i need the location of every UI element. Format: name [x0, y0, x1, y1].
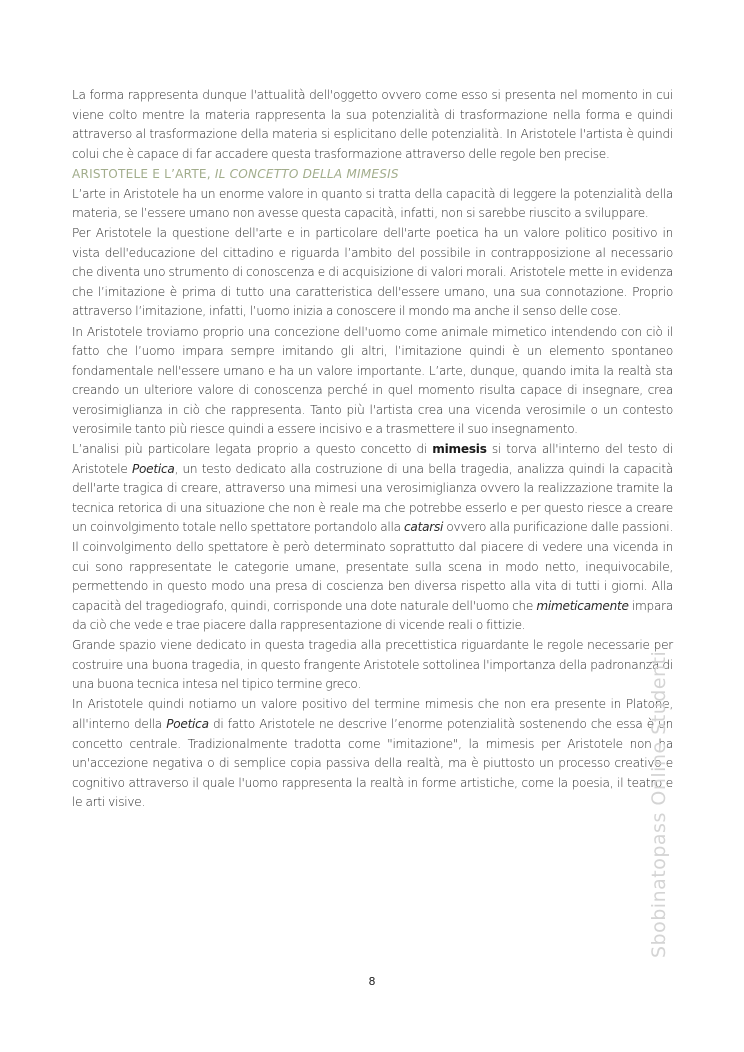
- poetica-title-2: Poetica: [166, 716, 209, 731]
- paragraph-precettistica: Grande spazio viene dedicato in questa tragedia alla precettistica riguardante le regole necessarie per costruire una buona tragedia, in questo frangente Aristotele sottolinea l'importanza della padronanza di una buona tecnica intesa nel tipico termine greco.: [72, 638, 673, 692]
- text-run: ovvero alla purificazione dalle passioni. Il coinvolgimento dello spettatore è però determinato soprattutto dal piacere di vedere una vicenda in cui sono rappresentate le categorie umane, presentate sulla scena in modo netto, inequivocabile, permettendo in questo modo una presa di coscienza ben diversa rispetto alla vita di tutti i giorni. Alla capacità del tragediografo, quindi, corrisponde una dote naturale dell'uomo che: [72, 520, 673, 613]
- section-heading: [72, 165, 673, 185]
- watermark-text: Sbobinatopass Online Studenti: [648, 650, 670, 958]
- mimeticamente-term: mimeticamente: [536, 598, 629, 613]
- heading-main: ARISTOTELE E L’ARTE,: [72, 166, 215, 181]
- paragraph-animale-mimetico: In Aristotele troviamo proprio una concezione dell'uomo come animale mimetico intendendo con ciò il fatto che l’uomo impara sempre imitando gli altri, l’imitazione quindi è un elemento spontaneo fondamentale nell'essere umano e ha un valore importante. L’arte, dunque, quando imita la realtà sta creando un ulteriore valore di conoscenza perché in quel momento risulta capace di insegnare, crea verosimiglianza in ciò che rappresenta. Tanto più l'artista crea una vicenda verosimile o un contesto verosimile tanto più riesce quindi a essere incisivo e a trasmettere il suo insegnamento.: [72, 324, 673, 437]
- text-run: L’analisi più particolare legata proprio a questo concetto di: [72, 442, 433, 457]
- paragraph-arte-valore: L’arte in Aristotele ha un enorme valore in quanto si tratta della capacità di leggere la potenzialità della materia, se l’essere umano non avesse questa capacità, infatti, non si sarebbe riuscito a sviluppare.: [72, 186, 673, 221]
- document-body: [72, 86, 673, 813]
- text-run: In Aristotele quindi notiamo un valore positivo del termine mimesis che non era presente in Platone, all'interno della: [72, 697, 673, 731]
- heading-italic: IL CONCETTO DELLA MIMESIS: [214, 166, 399, 181]
- paragraph-valore-positivo: [72, 695, 673, 812]
- catarsi-term: catarsi: [404, 520, 444, 535]
- paragraph-mimesis-poetica: [72, 440, 673, 635]
- page-number: 8: [368, 975, 376, 988]
- text-run: impara da ciò che vede e trae piacere dalla rappresentazione di vicende reali o fittizie.: [72, 598, 673, 633]
- poetica-title: Poetica: [131, 461, 175, 476]
- text-run: , un testo dedicato alla costruzione di una bella tragedia, analizza quindi la capacità dell'arte tragica di creare, attraverso una mimesi una verosimiglianza ovvero la realizzazione tramite la tecnica retorica di una situazione che non è reale ma che potrebbe esserlo e per questo riesce a creare un coinvolgimento totale nello spettatore portandolo alla: [72, 461, 673, 535]
- text-run: si torva all'interno del testo di Aristotele: [72, 442, 673, 476]
- paragraph-arte-poetica: Per Aristotele la questione dell'arte e in particolare dell'arte poetica ha un valore politico positivo in vista dell'educazione del cittadino e riguarda l’ambito del possibile in contrapposizione al necessario che diventa uno strumento di conoscenza e di acquisizione di valori morali. Aristotele mette in evidenza che l’imitazione è prima di tutto una caratteristica dell'essere umano, una sua connotazione. Proprio attraverso l’imitazione, infatti, l’uomo inizia a conoscere il mondo ma anche il senso delle cose.: [72, 226, 673, 319]
- text-run: di fatto Aristotele ne descrive l’enorme potenzialità sostenendo che essa è un concetto centrale. Tradizionalmente tradotta come "imitazione", la mimesis per Aristotele non ha un'accezione negativa o di semplice copia passiva della realtà, ma è piuttosto un processo creativo e cognitivo attraverso il quale l'uomo rappresenta la realtà in forme artistiche, come la poesia, il teatro e le arti visive.: [72, 716, 673, 810]
- paragraph-forma: La forma rappresenta dunque l'attualità dell'oggetto ovvero come esso si presenta nel momento in cui viene colto mentre la materia rappresenta la sua potenzialità di trasformazione nella forma e quindi attraverso al trasformazione della materia si esplicitano delle potenzialità. In Aristotele l'artista è quindi colui che è capace di far accadere questa trasformazione attraverso delle regole ben precise.: [72, 88, 673, 161]
- mimesis-term: mimesis: [432, 442, 487, 457]
